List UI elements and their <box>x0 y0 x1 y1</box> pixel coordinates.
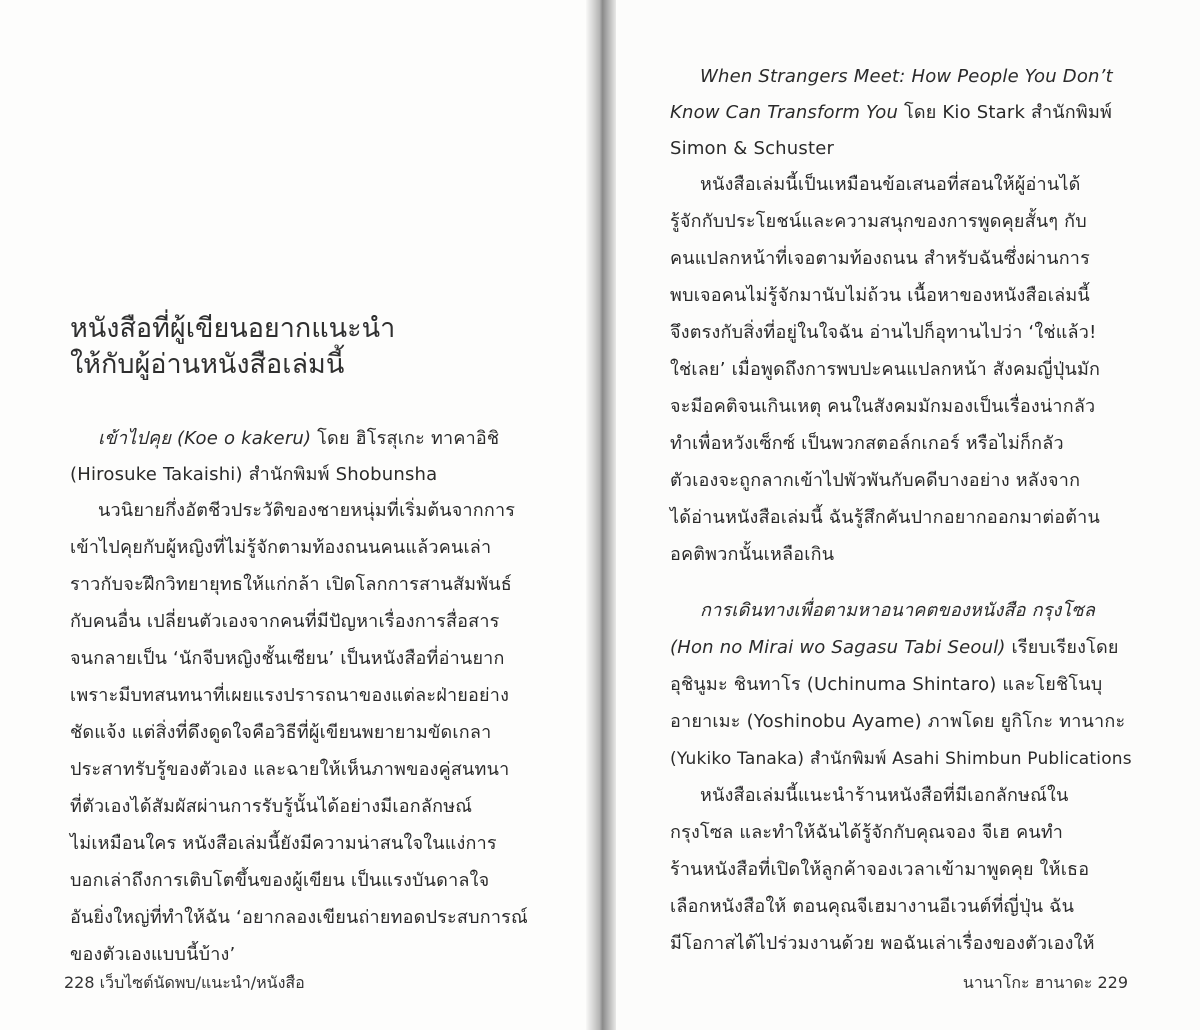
book-title-italic: Know Can Transform You <box>670 102 899 123</box>
paragraph-line: อคติพวกนั้นเหลือเกิน <box>670 544 835 565</box>
page-footer-right: นานาโกะ ฮานาดะ 229 <box>962 973 1128 992</box>
paragraph-line: ชัดแจ้ง แต่สิ่งที่ดึงดูดใจคือวิธีที่ผู้เขียนพยายามขัดเกลา <box>70 722 492 743</box>
paragraph-line: ได้อ่านหนังสือเล่มนี้ ฉันรู้สึกคันปากอยากออกมาต่อต้าน <box>670 507 1100 528</box>
left-page <box>0 0 596 1030</box>
book-title-italic: เข้าไปคุย (Koe o kakeru) <box>98 428 312 449</box>
paragraph-line: ประสาทรับรู้ของตัวเอง และฉายให้เห็นภาพของคู่สนทนา <box>70 759 510 780</box>
paragraph-line: นวนิยายกึ่งอัตชีวประวัติของชายหนุ่มที่เริ่มต้นจากการ <box>98 500 516 521</box>
page-footer-left: 228 เว็บไซต์นัดพบ/แนะนำ/หนังสือ <box>64 973 305 992</box>
book-gutter-shadow <box>586 0 616 1030</box>
paragraph-line: อันยิ่งใหญ่ที่ทำให้ฉัน ‘อยากลองเขียนถ่ายทอดประสบการณ์ <box>70 907 528 928</box>
paragraph-line: คนแปลกหน้าที่เจอตามท้องถนน สำหรับฉันซึ่งผ่านการ <box>670 248 1090 269</box>
paragraph-line: รู้จักกับประโยชน์และความสนุกของการพูดคุยสั้นๆ กับ <box>670 211 1087 232</box>
paragraph-line: จึงตรงกับสิ่งที่อยู่ในใจฉัน อ่านไปก็อุทานไปว่า ‘ใช่แล้ว! <box>670 322 1097 343</box>
paragraph-line: พบเจอคนไม่รู้จักมานับไม่ถ้วน เนื้อหาของหนังสือเล่มนี้ <box>670 285 1090 306</box>
paragraph-line: ตัวเองจะถูกลากเข้าไปพัวพันกับคดีบางอย่าง หลังจาก <box>670 470 1081 491</box>
paragraph-line: กรุงโซล และทำให้ฉันได้รู้จักกับคุณจอง จีเฮ คนทำ <box>670 822 1063 843</box>
book-citation-line-1 <box>98 426 499 452</box>
book-author: โดย Kio Stark สำนักพิมพ์ <box>898 102 1113 123</box>
paragraph-line: หนังสือเล่มนี้เป็นเหมือนข้อเสนอที่สอนให้ผู้อ่านได้ <box>700 174 1081 195</box>
book-citation-line-2 <box>670 100 1112 126</box>
paragraph-line: เลือกหนังสือให้ ตอนคุณจีเฮมางานอีเวนต์ที่ญี่ปุ่น ฉัน <box>670 896 1075 917</box>
publisher-line: Simon & Schuster <box>670 138 835 159</box>
paragraph-line: ที่ตัวเองได้สัมผัสผ่านการรับรู้นั้นได้อย่างมีเอกลักษณ์ <box>70 796 473 817</box>
paragraph-line: ของตัวเองแบบนี้บ้าง’ <box>70 944 236 965</box>
paragraph-line: ใช่เลย’ เมื่อพูดถึงการพบปะคนแปลกหน้า สังคมญี่ปุ่นมัก <box>670 359 1101 380</box>
paragraph-line: ไม่เหมือนใคร หนังสือเล่มนี้ยังมีความน่าสนใจในแง่การ <box>70 833 497 854</box>
section-heading-line-1: หนังสือที่ผู้เขียนอยากแนะนำ <box>70 313 396 344</box>
paragraph-line: จะมีอคติจนเกินเหตุ คนในสังคมมักมองเป็นเรื่องน่ากลัว <box>670 396 1096 417</box>
paragraph-line: หนังสือเล่มนี้แนะนำร้านหนังสือที่มีเอกลักษณ์ใน <box>700 785 1069 806</box>
credit-line: อายาเมะ (Yoshinobu Ayame) ภาพโดย ยูกิโกะ ทานากะ <box>670 711 1126 732</box>
paragraph-line: ทำเพื่อหวังเซ็กซ์ เป็นพวกสตอล์กเกอร์ หรือไม่ก็กลัว <box>670 433 1064 454</box>
book-title-line-1: การเดินทางเพื่อตามหาอนาคตของหนังสือ กรุงโซล <box>700 600 1096 621</box>
paragraph-line: เพราะมีบทสนทนาที่เผยแรงปรารถนาของแต่ละฝ่ายอย่าง <box>70 685 510 706</box>
book-author: โดย ฮิโรสุเกะ ทาคาอิชิ <box>311 428 500 449</box>
paragraph-line: เข้าไปคุยกับผู้หญิงที่ไม่รู้จักตามท้องถนนคนแล้วคนเล่า <box>70 537 492 558</box>
book-citation-line-2 <box>670 635 1119 661</box>
right-page <box>604 0 1200 1030</box>
book-editor: เรียบเรียงโดย <box>1005 637 1119 658</box>
paragraph-line: บอกเล่าถึงการเติบโตขึ้นของผู้เขียน เป็นแรงบันดาลใจ <box>70 870 490 891</box>
credit-line: (Yukiko Tanaka) สำนักพิมพ์ Asahi Shimbun Publications <box>670 749 1132 769</box>
paragraph-line: กับคนอื่น เปลี่ยนตัวเองจากคนที่มีปัญหาเรื่องการสื่อสาร <box>70 611 500 632</box>
paragraph-line: มีโอกาสได้ไปร่วมงานด้วย พอฉันเล่าเรื่องของตัวเองให้ <box>670 933 1095 954</box>
book-title-italic: (Hon no Mirai wo Sagasu Tabi Seoul) <box>670 637 1006 658</box>
book-title-line-1: When Strangers Meet: How People You Don’t <box>700 66 1113 87</box>
section-heading-line-2: ให้กับผู้อ่านหนังสือเล่มนี้ <box>70 349 345 380</box>
paragraph-line: ร้านหนังสือที่เปิดให้ลูกค้าจองเวลาเข้ามาพูดคุย ให้เธอ <box>670 859 1090 880</box>
paragraph-line: ราวกับจะฝึกวิทยายุทธให้แก่กล้า เปิดโลกการสานสัมพันธ์ <box>70 574 512 595</box>
credit-line: อุชินูมะ ชินทาโร (Uchinuma Shintaro) และโยชิโนบุ <box>670 674 1103 695</box>
paragraph-line: จนกลายเป็น ‘นักจีบหญิงชั้นเซียน’ เป็นหนังสือที่อ่านยาก <box>70 648 505 669</box>
book-citation-line-2: (Hirosuke Takaishi) สำนักพิมพ์ Shobunsha <box>70 464 438 485</box>
